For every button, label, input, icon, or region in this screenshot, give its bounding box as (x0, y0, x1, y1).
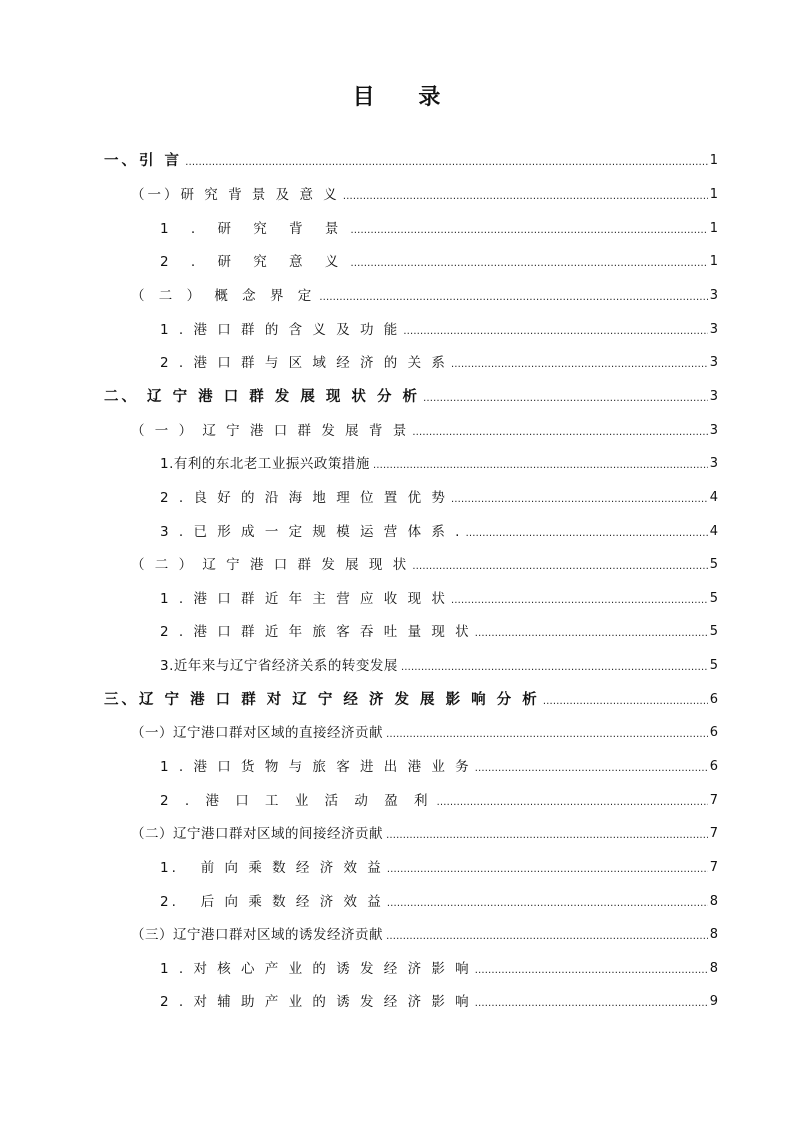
toc-entry-development-status-analysis[interactable] (104, 384, 718, 410)
toc-entry-induced-contribution[interactable] (131, 922, 718, 948)
page-title: 目 录 (352, 85, 459, 110)
toc-entry-text: 2 . 港 口 群 近 年 旅 客 吞 吐 量 现 状 (160, 624, 472, 640)
toc-entry-text: 1. 前 向 乘 数 经 济 效 益 (160, 860, 384, 876)
toc-entry-backward-multiplier[interactable] (160, 889, 718, 915)
toc-entry-concept-definition[interactable] (131, 283, 718, 309)
toc-leader (319, 283, 707, 309)
toc-page-number: 8 (709, 961, 718, 976)
toc-entry-research-background[interactable] (160, 216, 718, 242)
toc-entry-text: （ 二 ） 辽 宁 港 口 群 发 展 现 状 (131, 557, 410, 573)
toc-page-number: 3 (709, 423, 718, 438)
toc-leader (185, 148, 708, 174)
toc-leader (423, 384, 708, 410)
toc-page-number: 5 (709, 557, 718, 572)
toc-entry-text: 2 . 研 究 意 义 (160, 254, 348, 270)
toc-page-number: 8 (709, 894, 718, 909)
toc-entry-text: 3 . 已 形 成 一 定 规 模 运 营 体 系 . (160, 524, 463, 540)
toc-page-number: 4 (709, 490, 718, 505)
toc-entry-text: 二、 辽 宁 港 口 群 发 展 现 状 分 析 (104, 389, 421, 405)
toc-entry-text: 2 . 对 辅 助 产 业 的 诱 发 经 济 影 响 (160, 994, 472, 1010)
toc-leader (465, 519, 707, 545)
toc-entry-revitalization-policy[interactable] (160, 451, 718, 477)
toc-page-number: 1 (709, 153, 718, 168)
toc-leader (387, 889, 708, 915)
toc-entry-text: 2. 后 向 乘 数 经 济 效 益 (160, 894, 384, 910)
toc-entry-text: 三、辽 宁 港 口 群 对 辽 宁 经 济 发 展 影 响 分 析 (104, 692, 540, 708)
toc-entry-research-significance[interactable] (160, 249, 718, 275)
toc-leader (475, 989, 708, 1015)
toc-entry-direct-contribution[interactable] (131, 720, 718, 746)
toc-entry-text: 1 . 港 口 货 物 与 旅 客 进 出 港 业 务 (160, 759, 472, 775)
toc-leader (350, 249, 707, 275)
toc-entry-text: （一）辽宁港口群对区域的直接经济贡献 (131, 725, 383, 741)
toc-entry-text: （ 一 ） 辽 宁 港 口 群 发 展 背 景 (131, 423, 410, 439)
toc-leader (412, 552, 708, 578)
toc-page-number: 3 (709, 322, 718, 337)
toc-leader (437, 788, 708, 814)
toc-page-number: 4 (709, 524, 718, 539)
toc-page-number: 3 (709, 355, 718, 370)
toc-entry-economic-relationship[interactable] (160, 653, 718, 679)
toc-entry-text: 1.有利的东北老工业振兴政策措施 (160, 456, 370, 472)
toc-leader (451, 586, 708, 612)
toc-entry-industrial-profit[interactable] (160, 788, 718, 814)
toc-entry-text: 2 . 港 口 工 业 活 动 盈 利 (160, 793, 434, 809)
toc-entry-economic-impact-analysis[interactable] (104, 687, 718, 713)
toc-leader (343, 182, 708, 208)
toc-page-number: 6 (709, 692, 718, 707)
toc-page-number: 1 (709, 187, 718, 202)
toc-entry-forward-multiplier[interactable] (160, 855, 718, 881)
toc-page-number: 1 (709, 221, 718, 236)
toc-entry-operating-system[interactable] (160, 519, 718, 545)
toc-entry-port-cluster-meaning[interactable] (160, 317, 718, 343)
toc-entry-text: （三）辽宁港口群对区域的诱发经济贡献 (131, 927, 383, 943)
toc-page-number: 8 (709, 927, 718, 942)
toc-page-number: 7 (709, 793, 718, 808)
toc-leader (386, 922, 708, 948)
toc-leader (475, 619, 708, 645)
toc-entry-intro[interactable] (104, 148, 718, 174)
toc-page-number: 5 (709, 658, 718, 673)
toc-leader (373, 451, 708, 477)
toc-leader (387, 855, 708, 881)
toc-leader (475, 956, 708, 982)
toc-leader (350, 216, 707, 242)
toc-page-number: 3 (709, 389, 718, 404)
toc-page-number: 9 (709, 994, 718, 1009)
toc-leader (475, 754, 708, 780)
toc-entry-indirect-contribution[interactable] (131, 821, 718, 847)
toc-leader (543, 687, 708, 713)
toc-entry-development-status[interactable] (131, 552, 718, 578)
toc-page-number: 3 (709, 288, 718, 303)
toc-page-number: 5 (709, 591, 718, 606)
toc-leader (451, 485, 708, 511)
toc-entry-core-industry-impact[interactable] (160, 956, 718, 982)
toc-entry-passenger-throughput[interactable] (160, 619, 718, 645)
toc-entry-text: 1 . 港 口 群 的 含 义 及 功 能 (160, 322, 401, 338)
toc-entry-text: 2 . 良 好 的 沿 海 地 理 位 置 优 势 (160, 490, 448, 506)
toc-leader (412, 418, 708, 444)
toc-entry-text: 一、引 言 (104, 153, 183, 169)
toc-page-number: 7 (709, 860, 718, 875)
toc-entry-cargo-passenger-business[interactable] (160, 754, 718, 780)
toc-page-number: 1 (709, 254, 718, 269)
toc-page-number: 6 (709, 759, 718, 774)
toc-entry-text: （ 二 ） 概 念 界 定 (131, 288, 317, 304)
toc-entry-text: （一）研 究 背 景 及 意 义 (131, 187, 340, 203)
toc-leader (403, 317, 707, 343)
toc-page-number: 5 (709, 624, 718, 639)
toc-entry-text: 1 . 研 究 背 景 (160, 221, 348, 237)
toc-leader (401, 653, 708, 679)
toc-entry-research-background-significance[interactable] (131, 182, 718, 208)
toc-leader (386, 821, 708, 847)
toc-entry-text: 2 . 港 口 群 与 区 域 经 济 的 关 系 (160, 355, 448, 371)
toc-page-number: 7 (709, 826, 718, 841)
toc-entry-port-cluster-regional-economy[interactable] (160, 350, 718, 376)
toc-entry-revenue-status[interactable] (160, 586, 718, 612)
toc-entry-development-background[interactable] (131, 418, 718, 444)
toc-leader (451, 350, 708, 376)
toc-page-number: 6 (709, 725, 718, 740)
toc-entry-text: （二）辽宁港口群对区域的间接经济贡献 (131, 826, 383, 842)
toc-entry-text: 1 . 港 口 群 近 年 主 营 应 收 现 状 (160, 591, 448, 607)
toc-entry-text: 3.近年来与辽宁省经济关系的转变发展 (160, 658, 398, 674)
toc-leader (386, 720, 708, 746)
toc-page-number: 3 (709, 456, 718, 471)
toc-entry-auxiliary-industry-impact[interactable] (160, 989, 718, 1015)
toc-entry-text: 1 . 对 核 心 产 业 的 诱 发 经 济 影 响 (160, 961, 472, 977)
toc-entry-coastal-location[interactable] (160, 485, 718, 511)
